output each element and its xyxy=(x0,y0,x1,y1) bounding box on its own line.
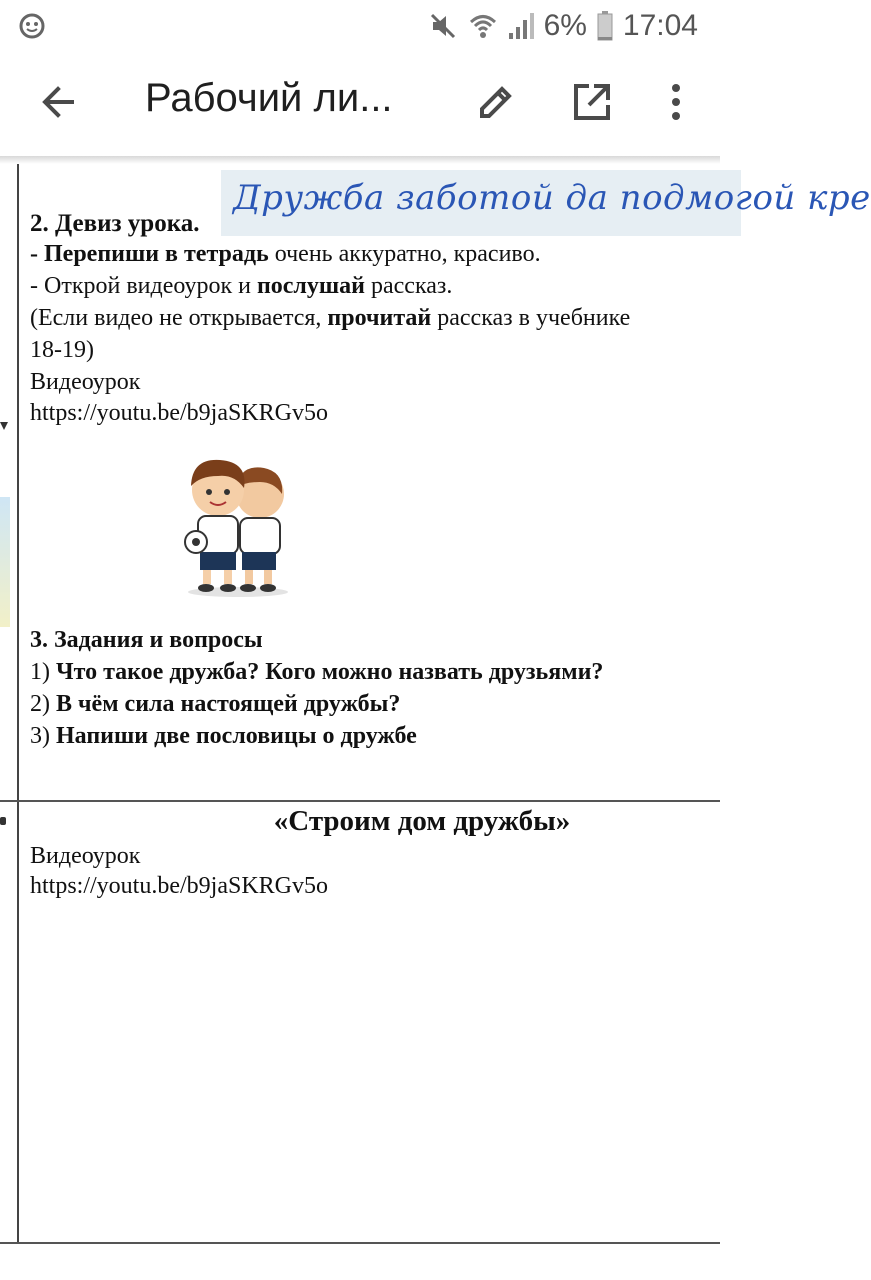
instruction-text: рассказ в учебнике xyxy=(431,305,631,331)
wifi-icon xyxy=(468,11,498,41)
instruction-line xyxy=(30,238,541,270)
question-text: В чём сила настоящей дружбы? xyxy=(56,691,401,717)
document-title: Рабочий ли... xyxy=(145,76,393,120)
more-vert-icon[interactable] xyxy=(650,74,702,130)
motto-text: Дружба заботой да подмогой кре xyxy=(233,178,871,218)
question-item xyxy=(30,720,417,752)
instruction-text: - Открой видеоурок и xyxy=(30,273,257,299)
edit-pencil-icon[interactable] xyxy=(468,74,524,130)
document-page[interactable] xyxy=(0,164,871,1280)
status-bar xyxy=(0,0,720,52)
app-bar xyxy=(0,52,720,156)
battery-icon xyxy=(597,11,613,41)
open-external-icon[interactable] xyxy=(564,74,620,130)
table-border-horizontal xyxy=(0,1242,720,1244)
app-bar-shadow xyxy=(0,156,720,164)
question-item xyxy=(30,688,400,720)
question-text: Что такое дружба? Кого можно назвать друзьями? xyxy=(56,659,604,685)
question-text: Напиши две пословицы о дружбе xyxy=(56,723,417,749)
section-title: «Строим дом дружбы» xyxy=(273,805,571,837)
instruction-emphasis: послушай xyxy=(256,273,365,299)
instruction-line xyxy=(30,270,452,302)
video-label: Видеоурок xyxy=(30,369,141,395)
section-heading: 3. Задания и вопросы xyxy=(30,627,263,653)
video-link[interactable]: https://youtu.be/b9jaSKRGv5o xyxy=(30,400,329,426)
instruction-line xyxy=(30,302,630,334)
question-number: 1) xyxy=(30,659,56,685)
instruction-emphasis: - Перепиши в тетрадь xyxy=(30,241,269,267)
left-column-image-fragment xyxy=(0,497,10,627)
table-border-vertical xyxy=(17,164,19,1244)
left-column-fragment xyxy=(0,419,8,429)
instruction-emphasis: прочитай xyxy=(327,305,432,331)
back-arrow-icon[interactable] xyxy=(30,74,86,130)
motto-banner xyxy=(221,170,871,236)
app-icon xyxy=(18,12,46,40)
instruction-line: 18-19) xyxy=(30,337,94,363)
instruction-text: очень аккуратно, красиво. xyxy=(268,241,541,267)
instruction-text: рассказ. xyxy=(365,273,453,299)
question-item xyxy=(30,656,603,688)
clock: 17:04 xyxy=(622,9,698,42)
video-label: Видеоурок xyxy=(30,843,141,869)
signal-icon xyxy=(508,11,534,41)
section-heading: 2. Девиз урока. xyxy=(30,210,200,237)
battery-percent: 6% xyxy=(543,9,587,42)
question-number: 3) xyxy=(30,723,56,749)
question-number: 2) xyxy=(30,691,56,717)
mute-icon xyxy=(428,11,458,41)
friends-illustration xyxy=(178,452,298,598)
video-link[interactable]: https://youtu.be/b9jaSKRGv5o xyxy=(30,873,329,899)
instruction-text: (Если видео не открывается, xyxy=(30,305,328,331)
